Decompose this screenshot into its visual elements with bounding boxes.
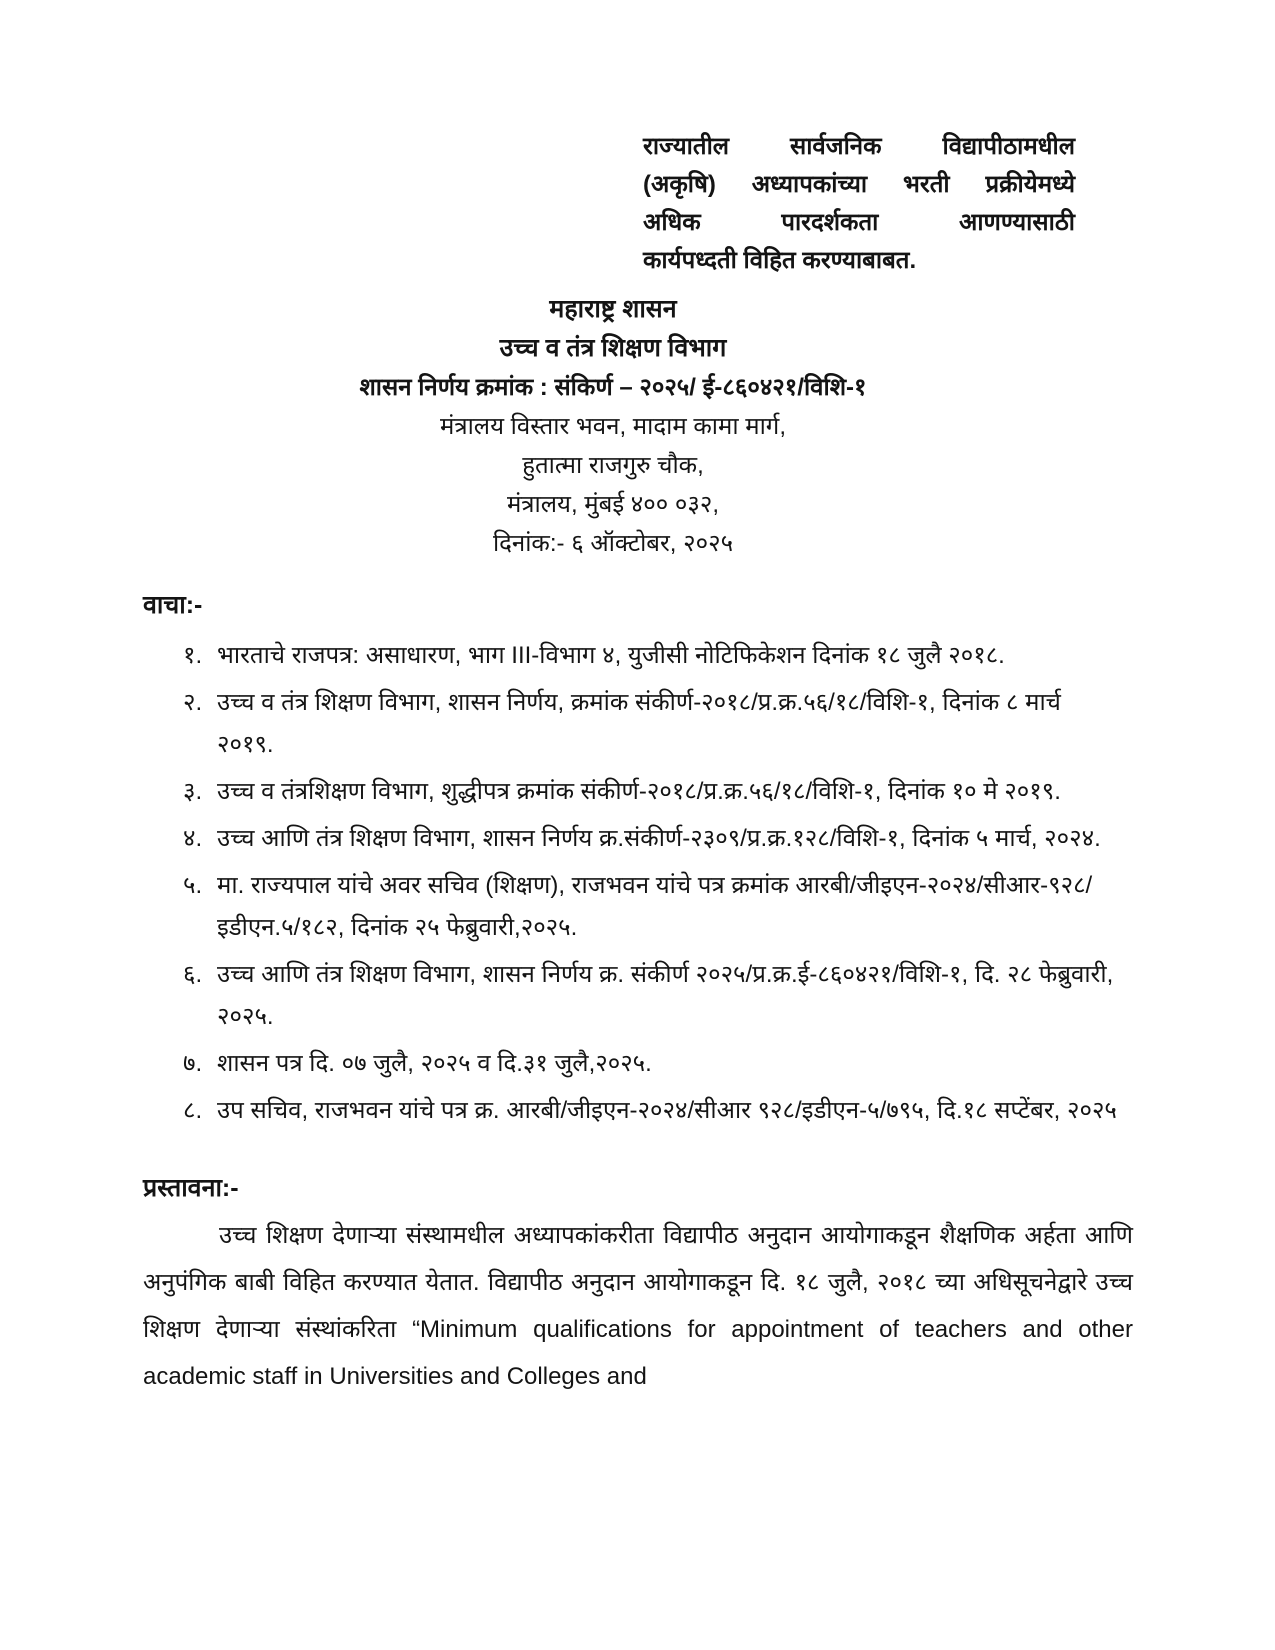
read-item-text: उच्च आणि तंत्र शिक्षण विभाग, शासन निर्णय क्र. संकीर्ण २०२५/प्र.क्र.ई-८६०४२१/विशि-१, दि. २८ फेब्रुवारी, २०२५. <box>217 961 1114 1030</box>
gr-number: शासन निर्णय क्रमांक : संकिर्ण – २०२५/ ई-८६०४२१/विशि-१ <box>359 374 867 401</box>
read-item-number: ७. <box>183 1050 203 1077</box>
address-line-2: हुतात्मा राजगुरु चौक, <box>522 452 704 479</box>
read-item-number: ४. <box>183 825 203 852</box>
read-item-number: १. <box>183 642 203 669</box>
read-item-number: ३. <box>183 778 203 805</box>
subject-line-1: राज्यातील सार्वजनिक विद्यापीठामधील <box>643 133 1075 160</box>
read-item-text: उच्च आणि तंत्र शिक्षण विभाग, शासन निर्णय क्र.संकीर्ण-२३०९/प्र.क्र.१२८/विशि-१, दिनांक ५ मार्च, २०२४. <box>217 825 1101 852</box>
preamble-paragraph: उच्च शिक्षण देणाऱ्या संस्थामधील अध्यापकांकरीता विद्यापीठ अनुदान आयोगाकडून शैक्षणिक अर्हता आणि अनुपंगिक बाबी विहित करण्यात येतात. विद्यापीठ अनुदान आयोगाकडून दि. १८ जुलै, २०१८ च्या अधिसूचनेद्वारे उच्च शिक्षण देणाऱ्या संस्थांकरिता “Minimum qualifications for appointment of teachers and other academic staff in Universities and Colleges and <box>143 1222 1133 1390</box>
address-line-1: मंत्रालय विस्तार भवन, मादाम कामा मार्ग, <box>439 413 786 440</box>
read-item-1 <box>183 635 1133 677</box>
read-item-2 <box>183 682 1133 766</box>
subject-block <box>643 128 1075 280</box>
read-item-text: शासन पत्र दि. ०७ जुलै, २०२५ व दि.३१ जुलै,२०२५. <box>217 1050 652 1077</box>
read-item-text: उप सचिव, राजभवन यांचे पत्र क्र. आरबी/जीइएन-२०२४/सीआर ९२८/इडीएन-५/७९५, दि.१८ सप्टेंबर, २०२५ <box>217 1097 1117 1124</box>
read-item-8 <box>183 1090 1133 1132</box>
letterhead-block <box>143 290 1083 563</box>
read-item-6 <box>183 954 1133 1038</box>
read-item-3 <box>183 771 1133 813</box>
read-item-text: भारताचे राजपत्र: असाधारण, भाग III-विभाग ४, युजीसी नोटिफिकेशन दिनांक १८ जुलै २०१८. <box>217 642 1005 669</box>
read-item-7 <box>183 1043 1133 1085</box>
read-item-text: उच्च व तंत्र शिक्षण विभाग, शासन निर्णय, क्रमांक संकीर्ण-२०१८/प्र.क्र.५६/१८/विशि-१, दिनांक ८ मार्च २०१९. <box>217 689 1061 758</box>
read-item-4 <box>183 818 1133 860</box>
read-item-number: २. <box>183 689 203 716</box>
preamble-heading: प्रस्तावना:- <box>143 1174 239 1202</box>
date-line: दिनांक:- ६ ऑक्टोबर, २०२५ <box>492 530 734 557</box>
read-item-text: मा. राज्यपाल यांचे अवर सचिव (शिक्षण), राजभवन यांचे पत्र क्रमांक आरबी/जीइएन-२०२४/सीआर-९२८/इडीएन.५/१८२, दिनांक २५ फेब्रुवारी,२०२५. <box>217 872 1093 941</box>
read-item-number: ६. <box>183 961 203 988</box>
read-list <box>143 635 1133 1132</box>
department-name: उच्च व तंत्र शिक्षण विभाग <box>499 334 727 362</box>
read-item-text: उच्च व तंत्रशिक्षण विभाग, शुद्धीपत्र क्रमांक संकीर्ण-२०१८/प्र.क्र.५६/१८/विशि-१, दिनांक १० मे २०१९. <box>217 778 1061 805</box>
subject-line-2: (अकृषि) अध्यापकांच्या भरती प्रक्रीयेमध्ये <box>643 171 1075 198</box>
subject-line-3: अधिक पारदर्शकता आणण्यासाठी <box>643 209 1075 236</box>
read-item-5 <box>183 865 1133 949</box>
address-line-3: मंत्रालय, मुंबई ४०० ०३२, <box>506 491 720 518</box>
government-name: महाराष्ट्र शासन <box>549 295 677 323</box>
read-item-number: ८. <box>183 1097 203 1124</box>
read-item-number: ५. <box>183 872 203 899</box>
read-heading: वाचा:- <box>143 591 203 619</box>
subject-line-4: कार्यपध्दती विहित करण्याबाबत. <box>643 247 917 274</box>
